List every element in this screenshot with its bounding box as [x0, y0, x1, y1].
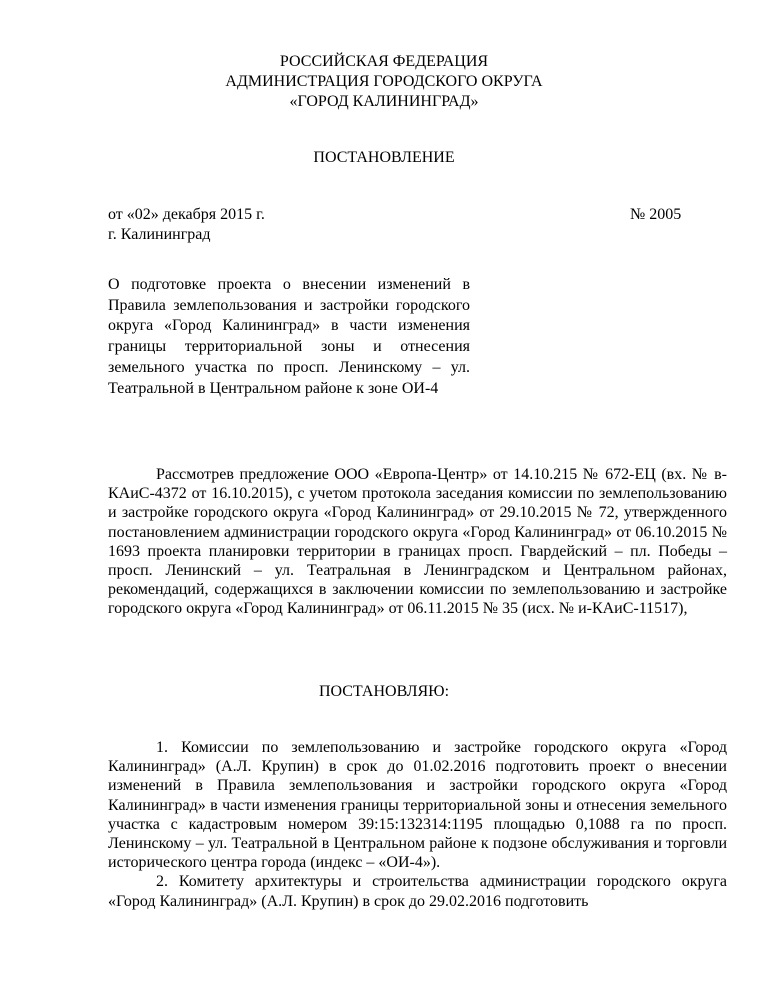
document-city: г. Калининград: [108, 226, 211, 243]
item-2: 2. Комитету архитектуры и строительства администрации городского округа «Город Калининград» (А.Л. Крупин) в срок до 29.02.2016 подготовить: [108, 873, 727, 910]
items-block: [108, 738, 727, 911]
header-city: «ГОРОД КАЛИНИНГРАД»: [289, 93, 479, 110]
document-subject: О подготовке проекта о внесении изменений в Правила землепользования и застройки городского округа «Город Калининград» в части изменения границы территориальной зоны и отнесения земельного участка по просп. Ленинскому – ул. Театральной в Центральном районе к зоне ОИ-4: [108, 276, 470, 397]
preamble-paragraph: Рассмотрев предложение ООО «Европа-Центр» от 14.10.215 № 672-ЕЦ (вх. № в-КАиС-4372 от 16.10.2015), с учетом протокола заседания комиссии по землепользованию и застройке городского округа «Город Калининград» от 29.10.2015 № 72, утвержденного постановлением администрации городского округа «Город Калининград» от 06.10.2015 № 1693 проекта планировки территории в границах просп. Гвардейский – пл. Победы – просп. Ленинский – ул. Театральная в Ленинградском и Центральном районах, рекомендаций, содержащихся в заключении комиссии по землепользованию и застройке городского округа «Город Калининград» от 06.11.2015 № 35 (исх. № и-КАиС-11517),: [108, 466, 727, 618]
header-administration: АДМИНИСТРАЦИЯ ГОРОДСКОГО ОКРУГА: [225, 73, 543, 90]
decree-word: ПОСТАНОВЛЯЮ:: [318, 683, 450, 700]
document-date: от «02» декабря 2015 г.: [108, 206, 265, 223]
item-1: 1. Комиссии по землепользованию и застройке городского округа «Город Калининград» (А.Л. Крупин) в срок до 01.02.2016 подготовить проект о внесении изменений в Правила землепользования и застройки городского округа «Город Калининград» в части изменения границы территориальной зоны и отнесения земельного участка с кадастровым номером 39:15:132314:1195 площадью 0,1088 га по просп. Ленинскому – ул. Театральной в Центральном районе к подзоне обслуживания и торговли исторического центра города (индекс – «ОИ-4»).: [108, 739, 727, 872]
document-number: № 2005: [630, 206, 682, 223]
preamble-block: [108, 465, 727, 619]
header-country: РОССИЙСКАЯ ФЕДЕРАЦИЯ: [279, 53, 489, 70]
document-type: ПОСТАНОВЛЕНИЕ: [313, 149, 455, 166]
